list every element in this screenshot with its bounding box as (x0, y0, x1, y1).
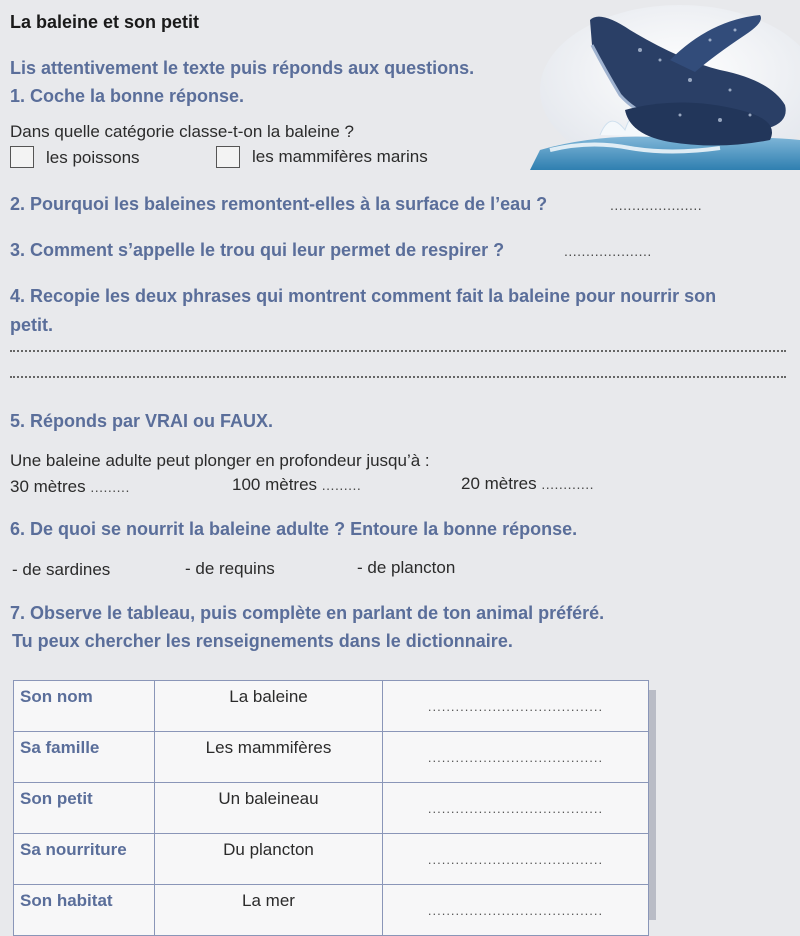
row-value: La baleine (155, 681, 383, 732)
question-7-label-line1: 7. Observe le tableau, puis complète en parlant de ton animal préféré. (10, 603, 605, 623)
question-3-label: 3. Comment s’appelle le trou qui leur permet de respirer ? (10, 240, 505, 260)
row-label: Son petit (14, 783, 155, 834)
option-poissons: les poissons (46, 148, 140, 167)
question-4-label-line2: petit. (10, 315, 53, 335)
row-blank[interactable]: ...................................... (383, 732, 649, 783)
answer-2-dots[interactable]: ..................... (610, 197, 703, 213)
question-5-label: 5. Réponds par VRAI ou FAUX. (10, 411, 274, 431)
row-label: Sa famille (14, 732, 155, 783)
option-requins[interactable]: - de requins (185, 559, 275, 578)
answer-20m-dots[interactable]: ............ (541, 476, 595, 492)
table-row (14, 732, 649, 783)
info-table (13, 680, 649, 936)
row-value: Les mammifères (155, 732, 383, 783)
table-row (14, 834, 649, 885)
checkbox-poissons[interactable] (10, 146, 34, 168)
question-2-label: 2. Pourquoi les baleines remontent-elles à la surface de l’eau ? (10, 194, 548, 214)
question-6-label: 6. De quoi se nourrit la baleine adulte ? Entoure la bonne réponse. (10, 519, 578, 539)
question-1-text: Dans quelle catégorie classe-t-on la baleine ? (10, 122, 354, 141)
answer-30m-dots[interactable]: ......... (90, 479, 130, 495)
option-plancton[interactable]: - de plancton (357, 558, 456, 577)
checkbox-mammiferes[interactable] (216, 146, 240, 168)
option-20m (461, 474, 594, 494)
option-100m (232, 475, 361, 495)
question-1-label: 1. Coche la bonne réponse. (10, 86, 245, 106)
row-blank[interactable]: ...................................... (383, 783, 649, 834)
option-30m-text: 30 mètres (10, 477, 86, 496)
option-mammiferes: les mammifères marins (252, 147, 428, 166)
row-value: Un baleineau (155, 783, 383, 834)
question-4-label-line1: 4. Recopie les deux phrases qui montrent comment fait la baleine pour nourrir son (10, 286, 717, 306)
row-value: Du plancton (155, 834, 383, 885)
option-100m-text: 100 mètres (232, 475, 318, 494)
instructions: Lis attentivement le texte puis réponds aux questions. (10, 58, 475, 78)
answer-100m-dots[interactable]: ......... (321, 477, 362, 493)
option-sardines[interactable]: - de sardines (12, 560, 111, 579)
question-5-statement: Une baleine adulte peut plonger en profondeur jusqu’à : (10, 451, 430, 470)
page-title: La baleine et son petit (10, 12, 200, 32)
table-row (14, 681, 649, 732)
option-30m (10, 477, 130, 497)
row-label: Sa nourriture (14, 834, 155, 885)
row-value: La mer (155, 885, 383, 936)
option-20m-text: 20 mètres (461, 474, 537, 493)
row-blank[interactable]: ...................................... (383, 885, 649, 936)
row-label: Son habitat (14, 885, 155, 936)
row-blank[interactable]: ...................................... (383, 834, 649, 885)
answer-4-line-2[interactable] (10, 376, 786, 378)
table-row (14, 783, 649, 834)
question-7-label-line2: Tu peux chercher les renseignements dans le dictionnaire. (12, 631, 513, 651)
answer-3-dots[interactable]: .................... (564, 243, 652, 259)
row-label: Son nom (14, 681, 155, 732)
answer-4-line-1[interactable] (10, 350, 786, 352)
row-blank[interactable]: ...................................... (383, 681, 649, 732)
whale-illustration (530, 0, 800, 170)
table-row (14, 885, 649, 936)
